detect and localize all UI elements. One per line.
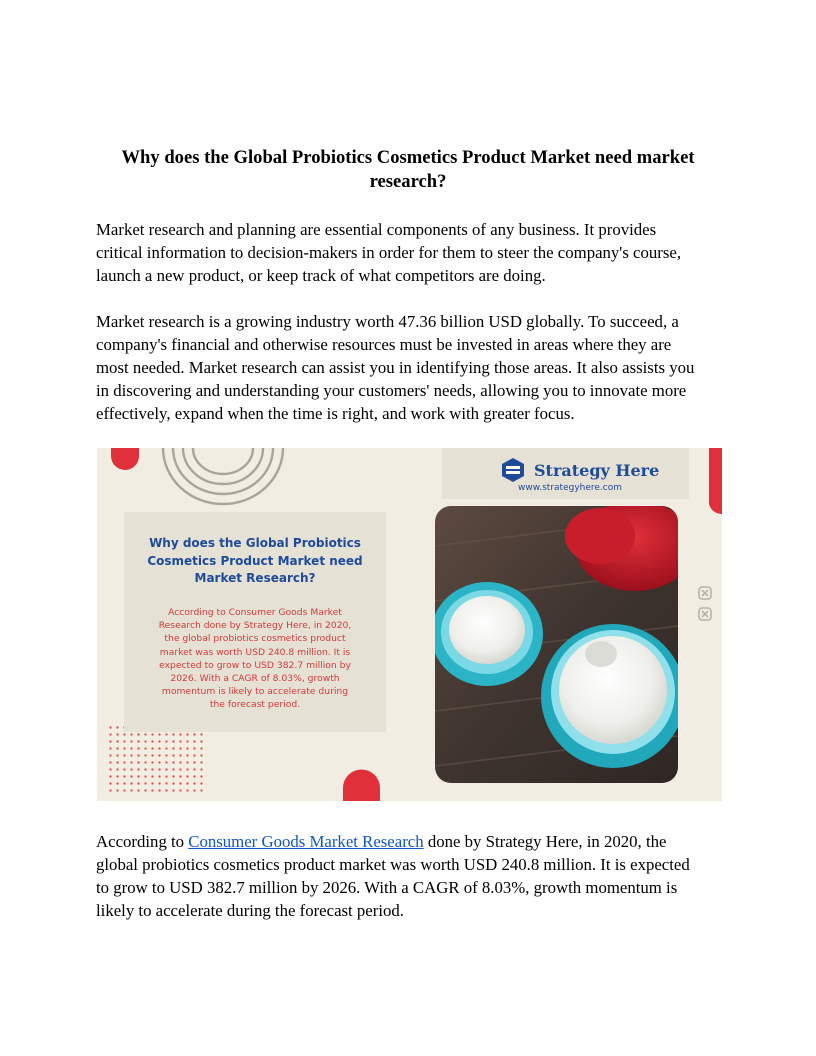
heading-line: Why does the Global Probiotics — [149, 536, 361, 550]
text-line: global probiotics cosmetics product market was worth USD 240.8 million. It is expected — [96, 855, 690, 874]
text-line: Market research and planning are essential components of any business. It provides — [96, 220, 657, 239]
heading-line: Market Research? — [194, 571, 316, 585]
paragraph-industry — [96, 310, 726, 425]
brand-name: Strategy Here — [534, 461, 660, 480]
text-line: Market research is a growing industry worth 47.36 billion USD globally. To succeed, a — [96, 312, 679, 331]
text-line: critical information to decision-makers in order for them to steer the company's course, — [96, 243, 682, 262]
strategy-here-logo-icon — [500, 457, 526, 483]
infographic-body — [149, 606, 361, 712]
paragraph-findings — [96, 830, 726, 922]
body-line: 2026. With a CAGR of 8.03%, growth — [170, 673, 340, 685]
text-fragment: According to — [96, 832, 189, 851]
text-line — [96, 830, 726, 853]
text-line: effectively, expand when the time is right, and work with greater focus. — [96, 404, 575, 423]
body-line: the global probiotics cosmetics product — [164, 633, 346, 645]
body-line: Research done by Strategy Here, in 2020, — [158, 620, 352, 632]
dot-pattern — [107, 724, 207, 794]
text-line: in discovering and understanding your customers' needs, allowing you to innovate more — [96, 381, 687, 400]
text-line: likely to accelerate during the forecast period. — [96, 901, 404, 920]
heading-line: Cosmetics Product Market need — [147, 553, 363, 568]
body-line: expected to grow to USD 382.7 million by — [159, 659, 351, 671]
cream-jars-photo — [435, 506, 678, 783]
body-line: market was worth USD 240.8 million. It is — [159, 646, 351, 658]
consumer-goods-market-research-link[interactable]: Consumer Goods Market Research — [188, 832, 424, 851]
body-line: momentum is likely to accelerate during — [161, 686, 349, 698]
infographic-heading — [124, 535, 386, 588]
page-title: Why does the Global Probiotics Cosmetics Product Market need market research? — [121, 147, 695, 192]
text-line: company's financial and otherwise resources must be invested in areas where they are — [96, 335, 672, 354]
body-line: According to Consumer Goods Market — [168, 607, 342, 618]
text-fragment: done by Strategy Here, in 2020, the — [423, 832, 667, 851]
brand-url: www.strategyhere.com — [518, 483, 623, 493]
paragraph-intro — [96, 218, 726, 287]
infographic-image — [97, 448, 722, 801]
text-line: to grow to USD 382.7 million by 2026. With a CAGR of 8.03%, growth momentum is — [96, 878, 678, 897]
text-line: most needed. Market research can assist you in identifying those areas. It also assists you — [96, 358, 695, 377]
text-line: launch a new product, or keep track of what competitors are doing. — [96, 266, 546, 285]
body-line: the forecast period. — [209, 699, 301, 711]
